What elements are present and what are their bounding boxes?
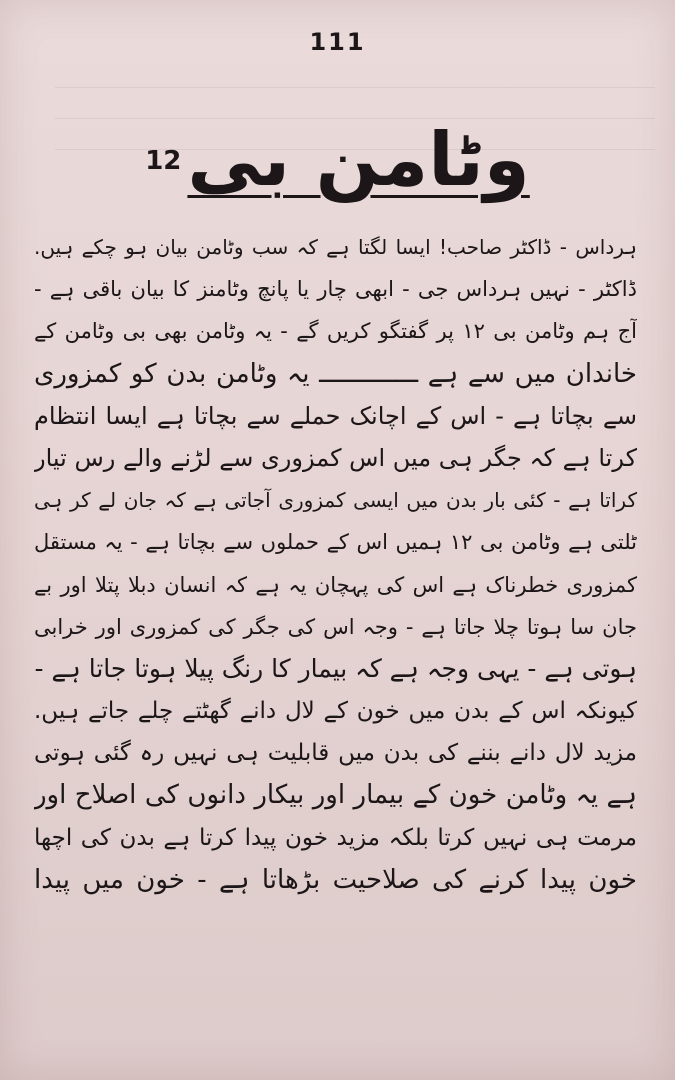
- text-line: مزید لال دانے بننے کی بدن میں قابلیت ہی نہیں رہ گئی ہوتی: [34, 740, 637, 767]
- text-line: کیونکہ اس کے بدن میں خون کے لال دانے گھٹتے چلے جاتے ہیں.: [34, 698, 637, 725]
- text-line: ہے یہ وٹامن خون کے بیمار اور بیکار دانوں کی اصلاح اور: [34, 780, 637, 811]
- page-number: 111: [309, 28, 366, 56]
- text-line: سے بچاتا ہے - اس کے اچانک حملے سے بچاتا ہے ایسا انتظام: [34, 401, 637, 430]
- chapter-title-superscript: 12: [145, 146, 182, 176]
- text-line: مرمت ہی نہیں کرتا بلکہ مزید خون پیدا کرتا ہے بدن کی اچھا: [34, 824, 637, 851]
- text-line: کراتا ہے - کئی بار بدن میں ایسی کمزوری آجاتی ہے کہ جان لے کر ہی: [34, 488, 637, 513]
- text-line: خاندان میں سے ہے ـــــــــــــ یہ وٹامن بدن کو کمزوری: [34, 358, 637, 389]
- text-line: خون پیدا کرنے کی صلاحیت بڑھاتا ہے - خون میں پیدا: [34, 864, 637, 895]
- text-line: آج ہم وٹامن بی ۱۲ پر گفتگو کریں گے - یہ وٹامن بھی بی وٹامن کے: [34, 319, 637, 344]
- text-line: کرتا ہے کہ جگر ہی میں اس کمزوری سے لڑنے والے رس تیار: [34, 443, 637, 472]
- chapter-heading: [0, 118, 675, 203]
- text-line: کمزوری خطرناک ہے اس کی پہچان یہ ہے کہ انسان دبلا پتلا اور بے: [34, 572, 637, 597]
- text-line: ٹلتی ہے وٹامن بی ۱۲ ہمیں اس کے حملوں سے بچاتا ہے - یہ مستقل: [34, 530, 637, 555]
- text-line: ہرداس - ڈاکٹر صاحب! ایسا لگتا ہے کہ سب وٹامن بیان ہو چکے ہیں.: [34, 235, 637, 259]
- text-line: جان سا ہوتا چلا جاتا ہے - وجہ اس کی جگر کی کمزوری اور خرابی: [34, 614, 637, 639]
- chapter-title: وٹامن بی: [187, 117, 530, 203]
- body-text: [34, 226, 637, 901]
- text-line: ڈاکٹر - نہیں ہرداس جی - ابھی چار یا پانچ وٹامنز کا بیان باقی ہے -: [34, 277, 637, 302]
- text-line: ہوتی ہے - یہی وجہ ہے کہ بیمار کا رنگ پیلا ہوتا جاتا ہے -: [34, 653, 637, 683]
